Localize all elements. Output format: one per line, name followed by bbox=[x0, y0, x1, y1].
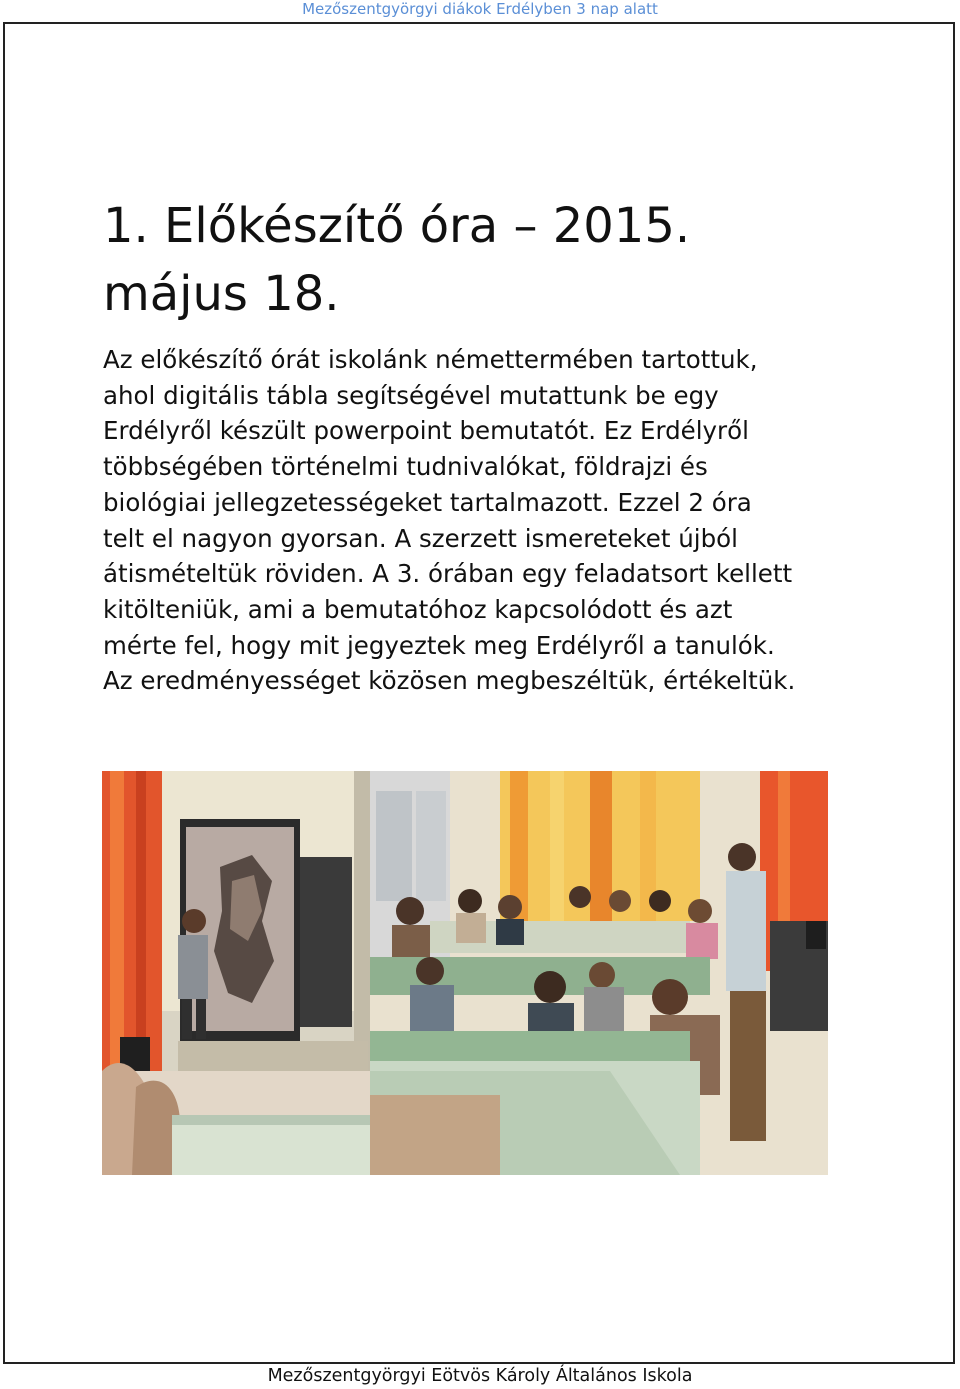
running-header: Mezőszentgyörgyi diákok Erdélyben 3 nap alatt bbox=[302, 0, 658, 18]
paragraph-line: ahol digitális tábla segítségével mutattunk be egy bbox=[103, 380, 719, 410]
paragraph-line: átismételtük röviden. A 3. órában egy feladatsort kellett bbox=[103, 559, 793, 589]
page-title bbox=[103, 192, 863, 328]
paragraph-line: többségében történelmi tudnivalókat, földrajzi és bbox=[103, 452, 708, 482]
paragraph-line: Az előkészítő órát iskolánk némettermében tartottuk, bbox=[103, 345, 758, 374]
running-footer: Mezőszentgyörgyi Eötvös Károly Általános Iskola bbox=[267, 1366, 693, 1386]
paragraph-line: mérte fel, hogy mit jegyeztek meg Erdélyről a tanulók. bbox=[103, 630, 775, 660]
classroom-whiteboard-photo bbox=[102, 771, 370, 1175]
paragraph-line: kitölteniük, ami a bemutatóhoz kapcsolódott és azt bbox=[103, 594, 733, 624]
title-line-2: május 18. bbox=[103, 266, 340, 322]
classroom-students-photo bbox=[370, 771, 828, 1175]
paragraph-line: telt el nagyon gyorsan. A szerzett ismereteket újból bbox=[103, 523, 738, 553]
title-line-1: 1. Előkészítő óra – 2015. bbox=[103, 198, 691, 254]
body-paragraph bbox=[103, 342, 893, 699]
paragraph-line: biológiai jellegzetességeket tartalmazott. Ezzel 2 óra bbox=[103, 487, 752, 517]
paragraph-line: Erdélyről készült powerpoint bemutatót. Ez Erdélyről bbox=[103, 416, 749, 446]
paragraph-line: Az eredményességet közösen megbeszéltük, értékeltük. bbox=[103, 666, 796, 696]
